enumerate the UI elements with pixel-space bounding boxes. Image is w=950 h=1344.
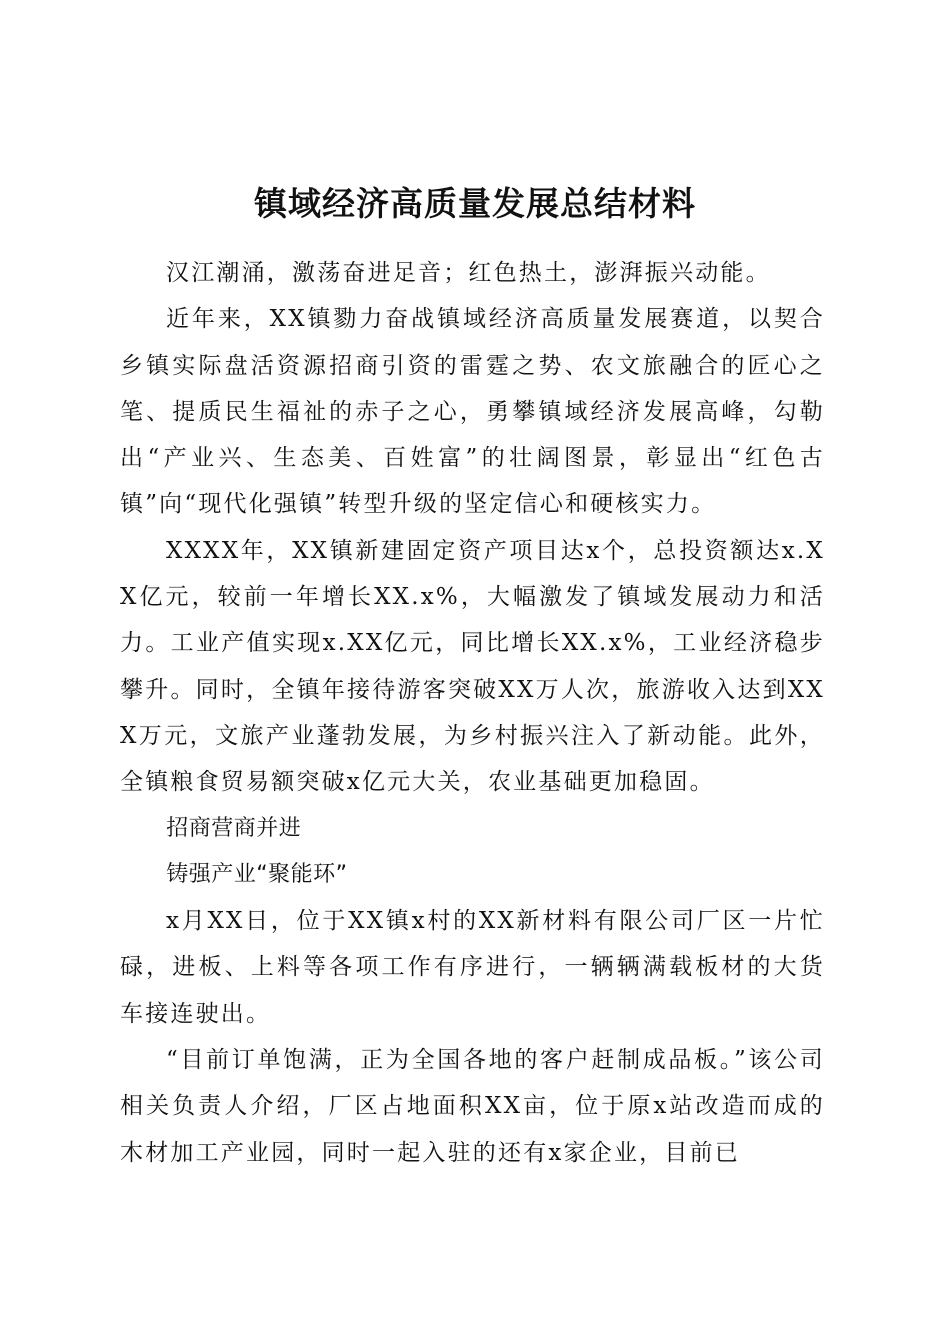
document-title: 镇域经济高质量发展总结材料 <box>254 184 696 223</box>
intro-paragraph: 汉江潮涌，激荡奋进足音；红色热土，澎湃振兴动能。 <box>166 260 771 286</box>
section-heading: 招商营商并进 <box>166 815 302 841</box>
factory-paragraph: x月XX日，位于XX镇x村的XX新材料有限公司厂区一片忙碌，进板、上料等各项工作有序进行，一辆辆满载板材的大货车接连驶出。 <box>120 908 825 1027</box>
quote-paragraph: “目前订单饱满，正为全国各地的客户赶制成品板。”该公司相关负责人介绍，厂区占地面积XX亩，位于原x站改造而成的木材加工产业园，同时一起入驻的还有x家企业，目前已 <box>120 1047 825 1166</box>
document-body <box>120 250 825 1176</box>
statistics-paragraph: XXXX年，XX镇新建固定资产项目达x个，总投资额达x.XX亿元，较前一年增长XX.x%，大幅激发了镇域发展动力和活力。工业产值实现x.XX亿元，同比增长XX.x%，工业经济稳步攀升。同时，全镇年接待游客突破XX万人次，旅游收入达到XXX万元，文旅产业蓬勃发展，为乡村振兴注入了新动能。此外，全镇粮食贸易额突破x亿元大关，农业基础更加稳固。 <box>120 537 825 796</box>
overview-paragraph: 近年来，XX镇勠力奋战镇域经济高质量发展赛道，以契合乡镇实际盘活资源招商引资的雷霆之势、农文旅融合的匠心之笔、提质民生福祉的赤子之心，勇攀镇域经济发展高峰，勾勒出“产业兴、生态美、百姓富”的壮阔图景，彰显出“红色古镇”向“现代化强镇”转型升级的坚定信心和硬核实力。 <box>120 306 825 518</box>
sub-heading: 铸强产业“聚能环” <box>166 861 348 887</box>
